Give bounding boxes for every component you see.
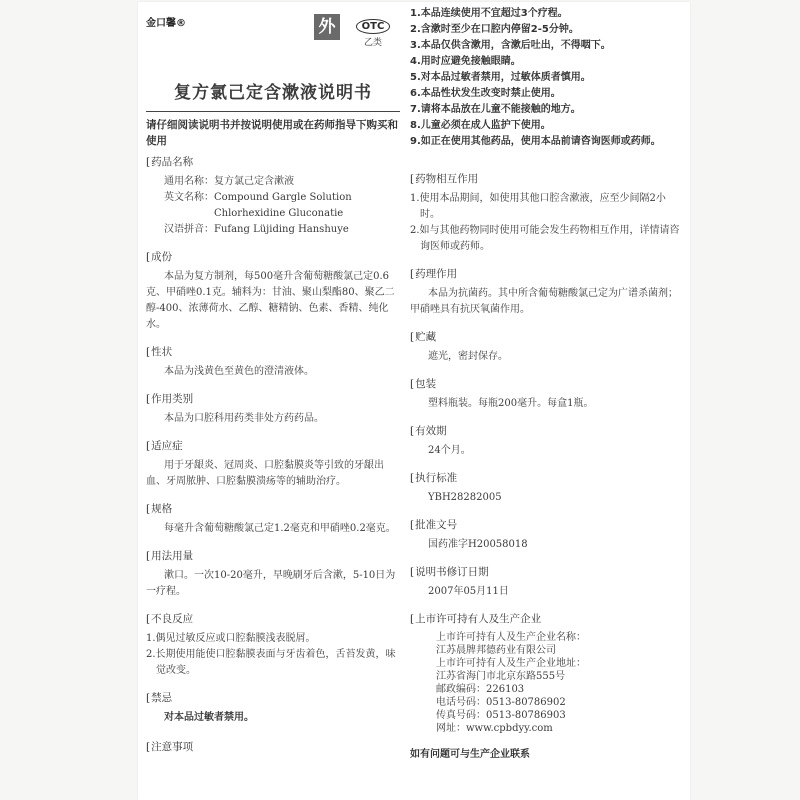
- section-heading: [ 药物相互作用: [410, 172, 680, 187]
- specification-text: 每毫升含葡萄糖酸氯己定1.2毫克和甲硝唑0.2毫克。: [164, 523, 396, 534]
- section-approval: [410, 518, 680, 553]
- manufacturer-phone: 电话号码：0513-80786902: [436, 697, 566, 708]
- common-name-value: 复方氯己定含漱液: [214, 176, 294, 187]
- section-usage: [146, 549, 400, 600]
- section-heading: [ 禁忌: [146, 691, 400, 706]
- category-text: 本品为口腔科用药类非处方药药品。: [164, 413, 324, 424]
- manufacturer-name-label: 上市许可持有人及生产企业名称：: [436, 632, 586, 643]
- section-heading: [ 上市许可持有人及生产企业: [410, 612, 680, 627]
- contraindications-text: 对本品过敏者禁用。: [164, 712, 254, 723]
- precaution-item-6: 6.本品性状发生改变时禁止使用。: [410, 88, 561, 99]
- precaution-item-3: 3.本品仅供含漱用，含漱后吐出，不得咽下。: [410, 40, 611, 51]
- brand-logo: 金口馨®: [146, 18, 186, 29]
- section-heading: [ 说明书修订日期: [410, 565, 680, 580]
- approval-text: 国药准字H20058018: [428, 539, 528, 550]
- section-interactions: [410, 172, 680, 255]
- otc-mark: [346, 14, 400, 48]
- section-heading: [ 不良反应: [146, 612, 400, 627]
- section-storage: [410, 330, 680, 365]
- section-heading: [ 贮藏: [410, 330, 680, 345]
- pinyin-value: Fufang Lüjiding Hanshuye: [214, 224, 349, 235]
- precaution-item-5: 5.对本品过敏者禁用，过敏体质者慎用。: [410, 72, 591, 83]
- section-indications: [146, 439, 400, 490]
- pinyin-label: 汉语拼音：: [164, 224, 214, 235]
- section-heading: [ 药品名称: [146, 155, 400, 170]
- section-heading: [ 批准文号: [410, 518, 680, 533]
- manufacturer-address-label: 上市许可持有人及生产企业地址：: [436, 658, 586, 669]
- section-heading: [ 注意事项: [146, 740, 400, 755]
- section-contraindications: [146, 691, 400, 726]
- indications-text: 用于牙龈炎、冠周炎、口腔黏膜炎等引致的牙龈出血、牙周脓肿、口腔黏膜溃疡等的辅助治疗。: [146, 460, 384, 487]
- section-heading: [ 适应症: [146, 439, 400, 454]
- section-package: [410, 377, 680, 412]
- section-manufacturer: [410, 612, 680, 735]
- manufacturer-fax: 传真号码：0513-80786903: [436, 710, 566, 721]
- section-revision: [410, 565, 680, 600]
- usage-text: 漱口。一次10-20毫升，早晚刷牙后含漱，5-10日为一疗程。: [146, 570, 396, 597]
- english-name-label: 英文名称：: [164, 192, 214, 203]
- precaution-item-8: 8.儿童必须在成人监护下使用。: [410, 120, 551, 131]
- validity-text: 24个月。: [428, 445, 471, 456]
- section-heading: [ 有效期: [410, 424, 680, 439]
- precaution-item-2: 2.含漱时至少在口腔内停留2-5分钟。: [410, 24, 579, 35]
- manufacturer-address: 江苏省海门市北京东路555号: [436, 671, 566, 682]
- section-heading: [ 执行标准: [410, 471, 680, 486]
- precaution-item-7: 7.请将本品放在儿童不能接触的地方。: [410, 104, 581, 115]
- left-column: [146, 6, 400, 759]
- right-column: [410, 6, 680, 760]
- precaution-item-9: 9.如正在使用其他药品，使用本品前请咨询医师或药师。: [410, 136, 661, 147]
- manufacturer-website: 网址：www.cpbdyy.com: [436, 723, 553, 734]
- section-precautions: [146, 740, 400, 755]
- section-validity: [410, 424, 680, 459]
- standard-text: YBH28282005: [428, 492, 502, 503]
- english-name-value-1: Compound Gargle Solution: [214, 192, 352, 203]
- title-divider: [146, 111, 400, 112]
- section-heading: [ 成份: [146, 250, 400, 265]
- ingredients-text: 本品为复方制剂，每500毫升含葡萄糖酸氯己定0.6克、甲硝唑0.1克。辅料为：甘油、聚山梨酯80、聚乙二醇-400、浓薄荷水、乙醇、糖精钠、色素、香精、纯化水。: [146, 271, 395, 330]
- external-use-badge: 外: [314, 14, 340, 40]
- section-heading: [ 药理作用: [410, 267, 680, 282]
- section-standard: [410, 471, 680, 506]
- section-specification: [146, 502, 400, 537]
- adverse-item-1: 1.偶见过敏反应或口腔黏膜浅表脱屑。: [146, 633, 316, 644]
- header-row: [146, 6, 400, 48]
- section-heading: [ 性状: [146, 345, 400, 360]
- precaution-item-4: 4.用时应避免接触眼睛。: [410, 56, 521, 67]
- properties-text: 本品为浅黄色至黄色的澄清液体。: [164, 366, 314, 377]
- english-name-value-2: Chlorhexidine Gluconatie: [214, 208, 344, 219]
- section-properties: [146, 345, 400, 380]
- adverse-item-2: 2.长期使用能使口腔黏膜表面与牙齿着色，舌苔发黄，味觉改变。: [146, 649, 396, 676]
- revision-text: 2007年05月11日: [428, 586, 509, 597]
- read-notice: 请仔细阅读说明书并按说明使用或在药师指导下购买和使用: [146, 119, 398, 147]
- manufacturer-name: 江苏晨牌邦德药业有限公司: [436, 645, 556, 656]
- section-adverse: [146, 612, 400, 679]
- section-drug-name: [146, 155, 400, 238]
- section-pharmacology: [410, 267, 680, 318]
- section-heading: [ 用法用量: [146, 549, 400, 564]
- precaution-item-1: 1.本品连续使用不宜超过3个疗程。: [410, 8, 568, 19]
- section-heading: [ 规格: [146, 502, 400, 517]
- section-heading: [ 包装: [410, 377, 680, 392]
- section-ingredients: [146, 250, 400, 333]
- pharmacology-text: 本品为抗菌药。其中所含葡萄糖酸氯己定为广谱杀菌剂；甲硝唑具有抗厌氧菌作用。: [410, 288, 678, 315]
- package-text: 塑料瓶装。每瓶200毫升。每盒1瓶。: [428, 398, 594, 409]
- manufacturer-postcode: 邮政编码：226103: [436, 684, 525, 695]
- interaction-item-2: 2.如与其他药物同时使用可能会发生药物相互作用，详情请咨询医师或药师。: [410, 225, 680, 252]
- document-title: 复方氯己定含漱液说明书: [174, 83, 372, 103]
- otc-class: 乙类: [363, 38, 382, 48]
- contact-note: 如有问题可与生产企业联系: [410, 749, 530, 760]
- otc-oval: OTC: [356, 19, 391, 34]
- precautions-list: [410, 6, 680, 150]
- common-name-label: 通用名称：: [164, 176, 214, 187]
- section-heading: [ 作用类别: [146, 392, 400, 407]
- section-category: [146, 392, 400, 427]
- interaction-item-1: 1.使用本品期间，如使用其他口腔含漱液，应至少间隔2小时。: [410, 193, 666, 220]
- storage-text: 遮光，密封保存。: [428, 351, 508, 362]
